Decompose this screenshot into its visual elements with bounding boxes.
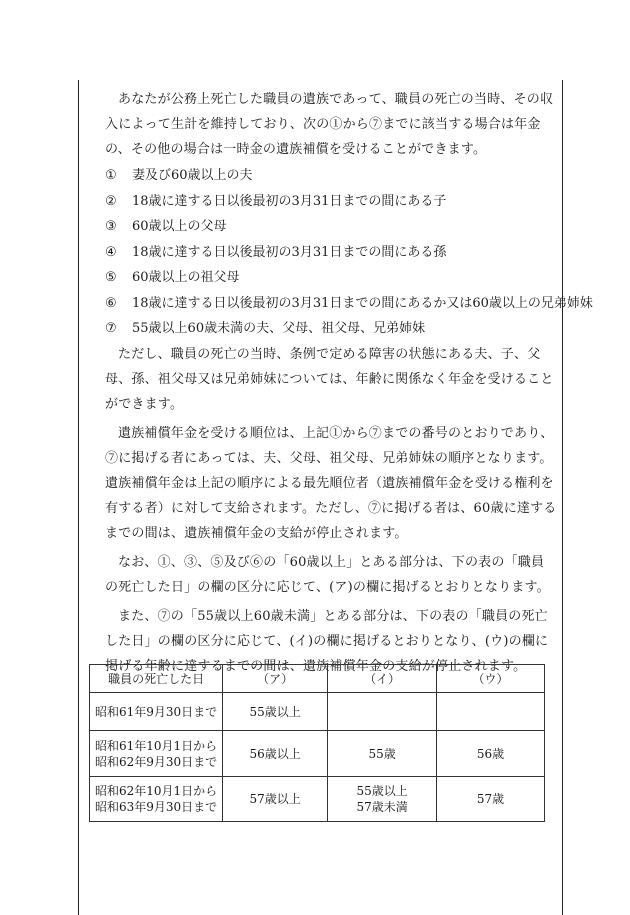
item-text: 60歳以上の父母 [132,219,227,234]
age-i-cell: 55歳 [328,731,437,777]
list-item [105,240,557,266]
age-i-cell: 55歳以上 57歳未満 [328,777,437,822]
item-text: 60歳以上の祖父母 [132,270,240,285]
item-number: ② [105,193,117,209]
item-text: 55歳以上60歳未満の夫、父母、祖父母、兄弟姉妹 [132,321,426,336]
age-u-cell [437,693,545,731]
age-u-cell: 56歳 [437,731,545,777]
intro-paragraph: あなたが公務上死亡した職員の遺族であって、職員の死亡の当時、その収入によって生計を維持しており、次の①から⑦までに該当する場合は年金の、その他の場合は一時金の遺族補償を受けることができます。 [105,92,554,157]
note-paragraph-2: また、⑦の「55歳以上60歳未満」とある部分は、下の表の「職員の死亡した日」の欄の区分に応じて、(イ)の欄に掲げるとおりとなり、(ウ)の欄に掲げる年齢に達するまでの間は、遺族補償年金の支給が停止されます。 [105,608,549,674]
header-a: （ア） [223,665,328,693]
list-item [105,189,557,215]
death-date-cell: 昭和61年10月1日から 昭和62年9月30日まで [90,731,223,777]
death-date-cell: 昭和62年10月1日から 昭和63年9月30日まで [90,777,223,822]
order-paragraph: 遺族補償年金を受ける順位は、上記①から⑦までの番号のとおりであり、⑦に掲げる者にあっては、夫、父母、祖父母、兄弟姉妹の順序となります。遺族補償年金は上記の順序による最先順位者（遺族補償年金を受ける権利を有する者）に対して支給されます。ただし、⑦に掲げる者は、60歳に達するまでの間は、遺族補償年金の支給が停止されます。 [105,425,557,541]
header-u: （ウ） [437,665,545,693]
item-text: 妻及び60歳以上の夫 [132,168,253,183]
document-body [105,87,593,679]
item-number: ③ [105,219,117,234]
item-number: ⑦ [105,321,117,336]
age-a-cell: 55歳以上 [223,693,328,731]
eligibility-list [105,163,593,342]
age-a-cell: 57歳以上 [223,777,328,822]
item-text: 18歳に達する日以後最初の3月31日までの間にあるか又は60歳以上の兄弟姉妹 [132,295,593,311]
item-text: 18歳に達する日以後最初の3月31日までの間にある孫 [132,244,447,260]
item-number: ① [105,168,117,183]
note-paragraph-1: なお、①、③、⑤及び⑥の「60歳以上」とある部分は、下の表の「職員の死亡した日」の欄の区分に応じて、(ア)の欄に掲げるとおりとなります。 [105,554,550,595]
age-a-cell: 56歳以上 [223,731,328,777]
list-item [105,291,593,317]
age-table [89,664,545,822]
list-item [105,316,557,342]
table-row [90,777,545,822]
list-item [105,214,557,240]
header-death-date: 職員の死亡した日 [90,665,223,693]
item-text: 18歳に達する日以後最初の3月31日までの間にある子 [132,193,447,209]
table-row [90,731,545,777]
list-item [105,163,557,189]
item-number: ⑤ [105,270,117,285]
death-date-cell: 昭和61年9月30日まで [90,693,223,731]
age-i-cell [328,693,437,731]
proviso-paragraph: ただし、職員の死亡の当時、条例で定める障害の状態にある夫、子、父母、孫、祖父母又は兄弟姉妹については、年齢に関係なく年金を受けることができます。 [105,346,554,412]
item-number: ⑥ [105,295,117,311]
table-header-row [90,665,545,693]
header-i: （イ） [328,665,437,693]
table-row [90,693,545,731]
age-u-cell: 57歳 [437,777,545,822]
item-number: ④ [105,244,117,260]
list-item [105,265,557,291]
